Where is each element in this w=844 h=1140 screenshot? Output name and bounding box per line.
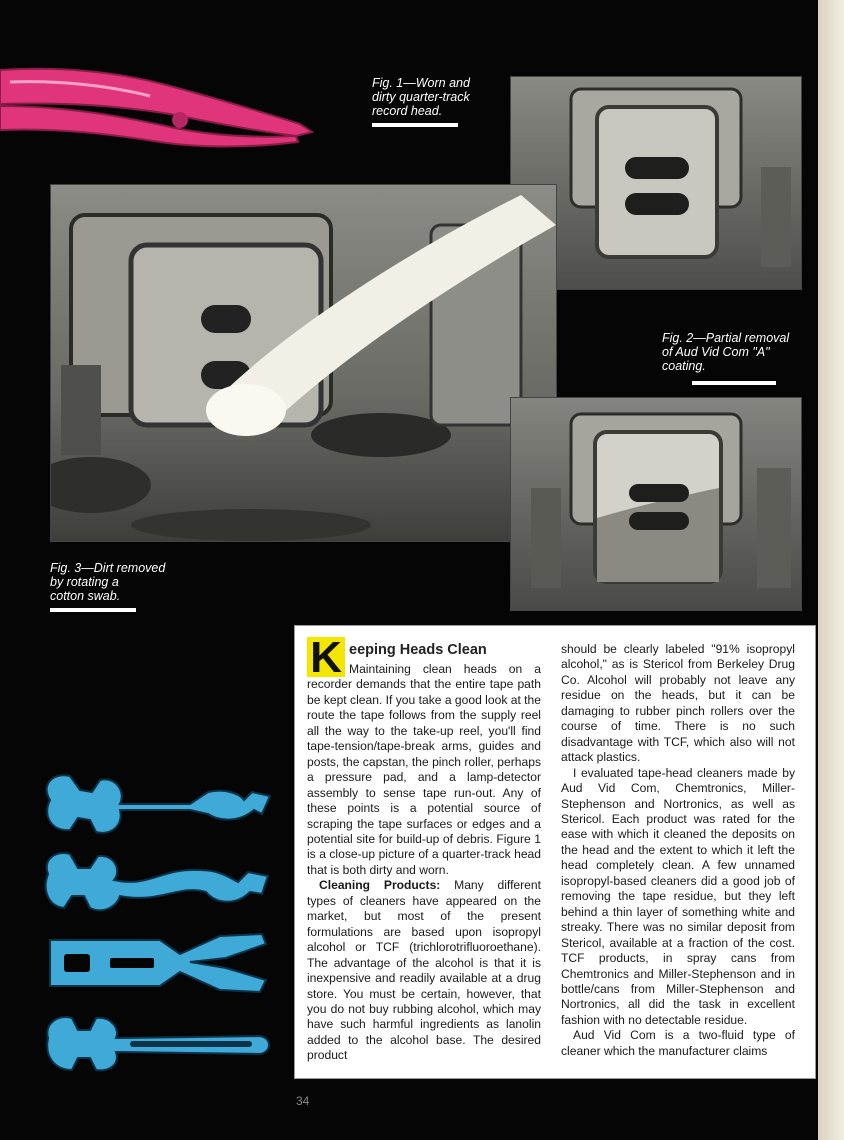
col1-paragraph-2-text: Many different types of cleaners have appeared on the market, but most of the present formulations are based upon isopropyl alcohol or TCF (trichlorotrifluoroethane). The advantage of the alcohol is that it is inexpensive and readily available at a drug store. You must be certain, however, that you do not buy rubbing alcohol, which may have such harmful ingredients as lanolin added to the alcohol base. The desired product bbox=[307, 878, 541, 1063]
fig3-photo bbox=[50, 184, 557, 542]
article-box bbox=[294, 625, 816, 1079]
col1-paragraph-1: Maintaining clean heads on a recorder demands that the entire tape path be kept clean. If you take a good look at the route the tape follows from the supply reel all the way to the take-up reel, you'll find tape-tension/tape-break arms, guides and posts, the capstan, the pinch roller, perhaps a pressure pad, and a lamp-detector assembly to sense tape run-out. Any of these points is a potential source of scraping the tape surfaces or edges and a potential site for build-up of debris. Figure 1 is a close-up picture of a quarter-track head that is both dirty and worn. bbox=[307, 662, 541, 877]
fig3-caption: Fig. 3—Dirt removed by rotating a cotton swab. bbox=[50, 561, 166, 603]
flat-wrench-icon bbox=[40, 1008, 275, 1078]
col2-paragraph-3: Aud Vid Com is a two-fluid type of cleaner which the manufacturer claims bbox=[561, 1028, 795, 1058]
fig3-caption-bar bbox=[50, 608, 136, 612]
page-number: 34 bbox=[296, 1094, 310, 1108]
article-headline: eeping Heads Clean bbox=[349, 642, 487, 658]
article-column-1 bbox=[307, 633, 541, 1064]
article-column-2 bbox=[561, 642, 795, 1059]
fig1-caption-bar bbox=[372, 123, 458, 127]
fig1-caption: Fig. 1—Worn and dirty quarter-track record head. bbox=[372, 76, 470, 118]
s-wrench-icon bbox=[40, 848, 275, 918]
spanner-fork-icon bbox=[40, 928, 275, 998]
col1-paragraph-2 bbox=[307, 878, 541, 1063]
fig2-caption-bar bbox=[692, 381, 776, 385]
col2-paragraph-1: should be clearly labeled "91% isopropyl alcohol," as is Stericol from Berkeley Drug Co. Alcohol will probably not leave any residue on the heads, but it can be damaging to rubber pinch rollers over the course of time. There is no such disadvantage with TCF, which also will not attack plastics. bbox=[561, 642, 795, 765]
fig2-caption: Fig. 2—Partial removal of Aud Vid Com "A" coating. bbox=[662, 331, 790, 373]
article-intro bbox=[307, 633, 541, 878]
page-edge bbox=[818, 0, 844, 1140]
open-end-wrench-icon bbox=[40, 770, 275, 840]
pliers-icon bbox=[0, 62, 320, 152]
fig2-photo bbox=[510, 397, 802, 611]
cleaning-products-subhead: Cleaning Products: bbox=[319, 878, 441, 893]
col2-paragraph-2: I evaluated tape-head cleaners made by Aud Vid Com, Chemtronics, Miller-Stephenson and Nortronics, as well as Stericol. Each product was rated for the ease with which it cleaned the deposits on the head and the extent to which it left the head completely clean. A few unnamed isopropyl-based cleaners did a good job of removing the tape residue, but they left behind a thin layer of something white and streaky. There was no similar deposit from Stericol, available at a fraction of the cost. TCF products, in spray cans from Chemtronics and Miller-Stephenson and in bottle/cans from Miller-Stephenson and Nortronics, all did the task in excellent fashion with no detectable residue. bbox=[561, 765, 795, 1027]
drop-cap: K bbox=[307, 637, 345, 677]
